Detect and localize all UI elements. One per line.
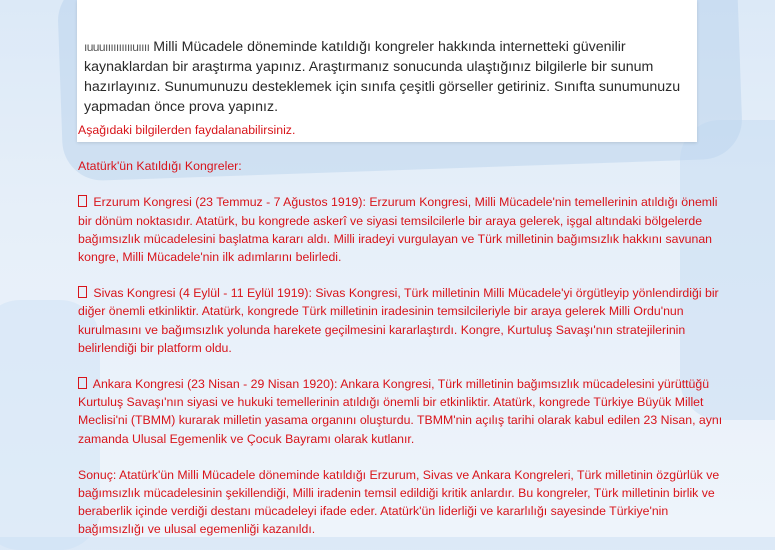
answer-conclusion: Sonuç: Atatürk'ün Milli Mücadele döneminde katıldığı Erzurum, Sivas ve Ankara Kongreleri, Türk milletinin özgürlük ve bağımsızlık mücadelesinin şekillendiği, Milli iradenin temsil edildiği kritik anlardır. Bu kongreler, Türk milletinin birlik ve beraberlik içinde verdiği destanı mücadeleyi ifade eder. Atatürk'ün liderliği ve kararlılığı sayesinde Türkiye'nin bağımsızlığı ve ulusal egemenliği kazanıldı. bbox=[78, 467, 720, 537]
congress-title: Sivas Kongresi (4 Eylül - 11 Eylül 1919): bbox=[93, 286, 312, 301]
answer-content bbox=[78, 121, 723, 539]
bullet-icon bbox=[78, 377, 87, 389]
congress-title: Erzurum Kongresi (23 Temmuz - 7 Ağustos 1919): bbox=[93, 195, 366, 210]
task-prefix-garbled: ıuuuııııııııııuıııı bbox=[84, 40, 150, 54]
task-body: Milli Mücadele döneminde katıldığı kongreler hakkında internetteki güvenilir kaynaklardan bir araştırma yapınız. Araştırmanız sonucunda ulaştığınız bilgilerle bir sunum hazırlayınız. Sunumunuzu desteklemek için sınıfa çeşitli görseller getiriniz. Sınıfta sunumunuzu yapmadan önce prova yapınız. bbox=[84, 39, 681, 115]
congress-item-ankara bbox=[78, 375, 723, 448]
congress-body: Erzurum Kongresi, Milli Mücadele'nin temellerinin atıldığı önemli bir dönüm noktasıdır. Atatürk, bu kongrede askerî ve siyasi temsilcilerle bir araya gelerek, işgal altındaki bölgelerde bağımsızlık mücadelesini başlatma kararı aldı. Milli iradeyi vurgulayan ve Türk milletinin bağımsızlık hakkını savunan kongre, Milli Mücadele'nin ilk adımlarını belirledi. bbox=[78, 195, 718, 265]
answer-heading: Atatürk'ün Katıldığı Kongreler: bbox=[78, 159, 242, 174]
congress-body: Ankara Kongresi, Türk milletinin bağımsızlık mücadelesini yürüttüğü Kurtuluş Savaşı'nın siyasi ve hukuki temellerinin atıldığı önemli bir etkinliktir. Atatürk, kongrede Türkiye Büyük Millet Meclisi'ni (TBMM) kurarak milletin yasama organını oluşturdu. TBMM'nin açılış tarihi olarak kabul edilen 23 Nisan, aynı zamanda Ulusal Egemenlik ve Çocuk Bayramı olarak kutlanır. bbox=[78, 377, 723, 446]
congress-item-sivas bbox=[78, 284, 723, 357]
bullet-icon bbox=[78, 286, 87, 298]
answer-intro: Aşağıdaki bilgilerden faydalanabilirsiniz. bbox=[78, 123, 296, 137]
congress-title: Ankara Kongresi (23 Nisan - 29 Nisan 1920): bbox=[92, 377, 338, 392]
congress-item-erzurum bbox=[78, 193, 723, 266]
congress-body: Sivas Kongresi, Türk milletinin Milli Mücadele'yi örgütleyip yönlendirdiği bir diğer önemli etkinliktir. Atatürk, kongrede Türk milletinin iradesinin temsilcileriyle bir araya gelerek Milli Ordu'nun kurulmasını ve bağımsızlık yolunda harekete geçilmesini kararlaştırdı. Kongre, Kurtuluş Savaşı'nın stratejilerinin belirlendiği bir platform oldu. bbox=[78, 286, 719, 355]
bullet-icon bbox=[78, 195, 87, 207]
task-text bbox=[84, 37, 694, 117]
